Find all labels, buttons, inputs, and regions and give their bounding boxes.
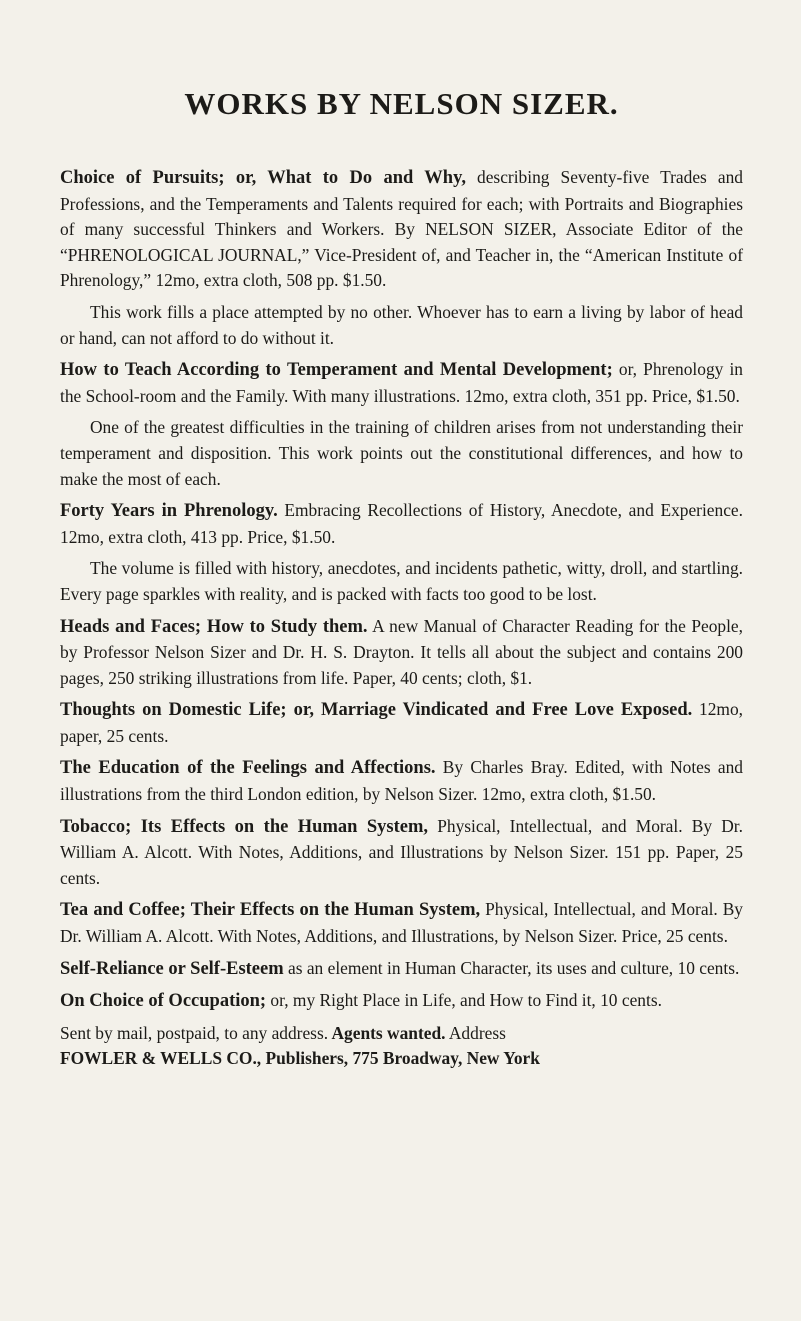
entry-tea-and-coffee xyxy=(60,897,743,949)
entry-list xyxy=(60,165,743,1015)
entry-blurb: The volume is filled with history, anecdotes, and incidents pathetic, witty, droll, and startling. Every page sparkles with reality, and is packed with facts too good to be lost. xyxy=(60,558,743,604)
entry-title: How to Teach According to Temperament and Mental Development; xyxy=(60,360,613,381)
entry-title: Thoughts on Domestic Life; or, Marriage Vindicated and Free Love Exposed. xyxy=(60,700,693,721)
entry-description: By Charles Bray. Edited, with Notes and illustrations from the third London edition, by Nelson Sizer. 12mo, extra cloth, $1.50. xyxy=(60,757,743,805)
entry-description: describing Seventy-five Trades and Professions, and the Temperaments and Talents required for each; with Portraits and Biographies of many successful Thinkers and Workers. By NELSON SIZER, Associate Editor of the “PHRENOLOGICAL JOURNAL,” Vice-President of, and Teacher in, the “American Institute of Phrenology,” 12mo, extra cloth, 508 pp. $1.50. xyxy=(60,167,743,291)
entry-description: A new Manual of Character Reading for the People, by Professor Nelson Sizer and Dr. H. S. Drayton. It tells all about the subject and contains 200 pages, 250 striking illustrations from life. Paper, 40 cents; cloth, $1. xyxy=(60,615,743,688)
entry-how-to-teach xyxy=(60,357,743,409)
entry-description: Physical, Intellectual, and Moral. By Dr. William A. Alcott. With Notes, Additions, and Illustrations, by Nelson Sizer. Price, 25 cents. xyxy=(60,899,743,947)
entry-title: Tobacco; Its Effects on the Human System, xyxy=(60,816,429,837)
address-label: Address xyxy=(445,1022,506,1043)
entry-heads-and-faces xyxy=(60,614,743,692)
entry-title: Choice of Pursuits; or, What to Do and Why, xyxy=(60,168,466,188)
entry-description: Physical, Intellectual, and Moral. By Dr. William A. Alcott. With Notes, Additions, and Illustrations by Nelson Sizer. 151 pp. Paper, 25 cents. xyxy=(60,815,743,888)
entry-description: 12mo, paper, 25 cents. xyxy=(60,699,743,746)
entry-education-of-feelings xyxy=(60,755,743,807)
entry-description: Embracing Recollections of History, Anecdote, and Experience. 12mo, extra cloth, 413 pp. Price, $1.50. xyxy=(60,500,744,547)
entry-title: Heads and Faces; How to Study them. xyxy=(60,616,368,637)
entry-tobacco xyxy=(60,814,743,892)
entry-description: as an element in Human Character, its uses and culture, 10 cents. xyxy=(283,957,740,978)
entry-self-reliance xyxy=(60,956,743,983)
entry-title: Forty Years in Phrenology. xyxy=(60,501,278,522)
entry-title: Self-Reliance or Self-Esteem xyxy=(60,958,284,979)
entry-blurb: This work fills a place attempted by no other. Whoever has to earn a living by labor of head or hand, can not afford to do without it. xyxy=(60,301,743,348)
entry-title: Tea and Coffee; Their Effects on the Human System, xyxy=(60,900,481,921)
entry-choice-of-occupation xyxy=(60,988,743,1015)
page-heading: WORKS BY NELSON SIZER. xyxy=(184,86,619,121)
entry-description: or, Phrenology in the School-room and the Family. With many illustrations. 12mo, extra cloth, 351 pp. Price, $1.50. xyxy=(60,359,743,406)
entry-thoughts-domestic-life xyxy=(60,697,743,749)
entry-description: or, my Right Place in Life, and How to Find it, 10 cents. xyxy=(266,990,662,1011)
publisher-address: FOWLER & WELLS CO., Publishers, 775 Broadway, New York xyxy=(60,1048,540,1069)
entry-title: The Education of the Feelings and Affections. xyxy=(60,758,436,779)
entry-blurb: One of the greatest difficulties in the training of children arises from not understanding their temperament and disposition. This work points out the constitutional differences, and how to make the most of each. xyxy=(60,417,743,489)
entry-forty-years xyxy=(60,498,743,550)
mail-note: Sent by mail, postpaid, to any address. xyxy=(60,1022,329,1043)
agents-wanted: Agents wanted. xyxy=(328,1022,446,1043)
ordering-note xyxy=(60,1021,743,1072)
entry-title: On Choice of Occupation; xyxy=(60,991,267,1012)
entry-choice-of-pursuits xyxy=(60,165,743,294)
